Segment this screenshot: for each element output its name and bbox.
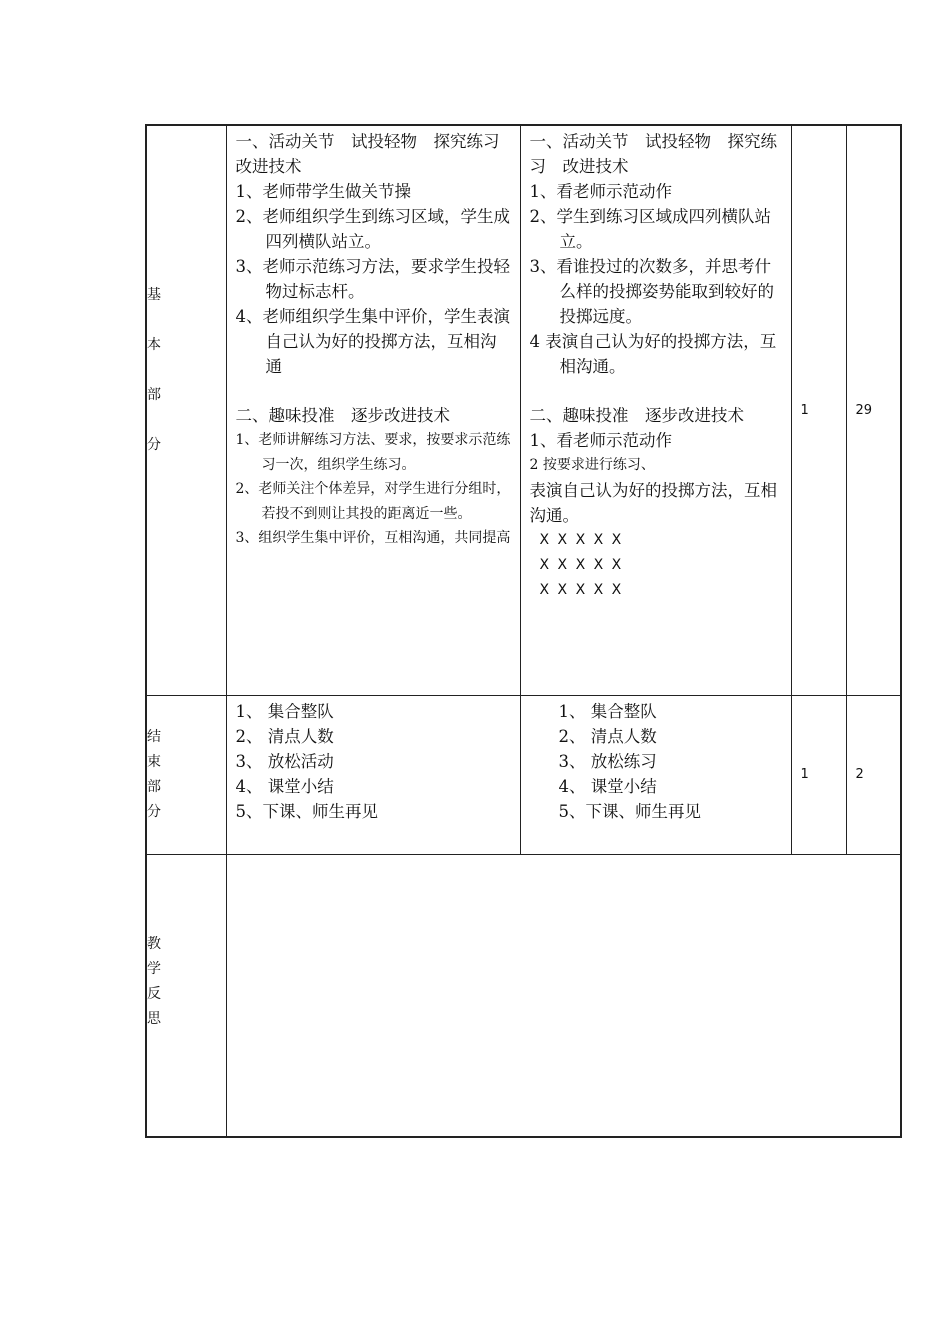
lesson-plan-table: [145, 124, 902, 1138]
teacher-item: 3、老师示范练习方法，要求学生投轻物过标志杆。: [235, 257, 510, 301]
student-heading-1: 一、活动关节 试投轻物 探究练习 改进技术: [529, 132, 777, 176]
basic-section-row: [146, 125, 901, 695]
student-heading-2: 二、趣味投准 逐步改进技术: [529, 406, 744, 425]
teacher-heading-1: 一、活动关节 试投轻物 探究练习 改进技术: [235, 132, 516, 176]
student-item: 2、学生到练习区域成四列横队站立。: [529, 207, 771, 251]
student-item: 表演自己认为好的投掷方法，互相沟通。: [529, 480, 777, 525]
formation-row: X X X X X: [539, 556, 622, 573]
teacher-heading-2: 二、趣味投准 逐步改进技术: [235, 406, 450, 425]
student-item: 2 按要求进行练习、: [529, 457, 655, 473]
section-label-basic: 基 本 部 分: [146, 125, 226, 695]
end-teacher-item: 3、 放松活动: [235, 751, 334, 771]
teacher-item: 1、老师讲解练习方法、要求，按要求示范练习一次，组织学生练习。: [235, 432, 511, 473]
end-section-row: [146, 695, 901, 854]
formation-row: X X X X X: [539, 581, 622, 598]
teacher-item: 1、老师带学生做关节操: [235, 182, 411, 201]
student-activities-basic: [520, 125, 791, 695]
student-item: 3、看谁投过的次数多，并思考什么样的投掷姿势能取到较好的投掷远度。: [529, 257, 774, 326]
minutes-end: 2: [846, 695, 901, 854]
teacher-item: 2、老师组织学生到练习区域，学生成四列横队站立。: [235, 207, 510, 251]
times-basic: 1: [791, 125, 846, 695]
end-teacher-item: 1、 集合整队: [235, 701, 334, 721]
student-item: 1、看老师示范动作: [529, 431, 672, 450]
end-teacher-item: 5、下课、师生再见: [235, 801, 378, 821]
formation-row: X X X X X: [539, 531, 622, 548]
reflection-row: [146, 854, 901, 1137]
end-teacher-item: 2、 清点人数: [235, 726, 334, 746]
end-teacher-item: 4、 课堂小结: [235, 776, 334, 796]
teacher-activities-basic: [226, 125, 520, 695]
teacher-item: 4、老师组织学生集中评价，学生表演自己认为好的投掷方法，互相沟通: [235, 307, 510, 376]
student-item: 1、看老师示范动作: [529, 182, 672, 201]
end-student-item: 3、 放松练习: [558, 751, 657, 771]
end-student-item: 1、 集合整队: [558, 701, 657, 721]
student-item: 4 表演自己认为好的投掷方法，互相沟通。: [529, 332, 777, 376]
minutes-basic: 29: [846, 125, 901, 695]
section-label-end: 结 束 部 分: [146, 695, 226, 854]
end-student-item: 4、 课堂小结: [558, 776, 657, 796]
teacher-activities-end: [226, 695, 520, 854]
teacher-item: 2、老师关注个体差异，对学生进行分组时，若投不到则让其投的距离近一些。: [235, 481, 511, 522]
end-student-item: 5、下课、师生再见: [558, 801, 701, 821]
end-student-item: 2、 清点人数: [558, 726, 657, 746]
student-activities-end: [520, 695, 791, 854]
section-label-reflection: 教 学 反 思: [146, 854, 226, 1137]
reflection-content: [226, 854, 901, 1137]
teacher-item: 3、组织学生集中评价，互相沟通，共同提高: [235, 530, 511, 546]
times-end: 1: [791, 695, 846, 854]
